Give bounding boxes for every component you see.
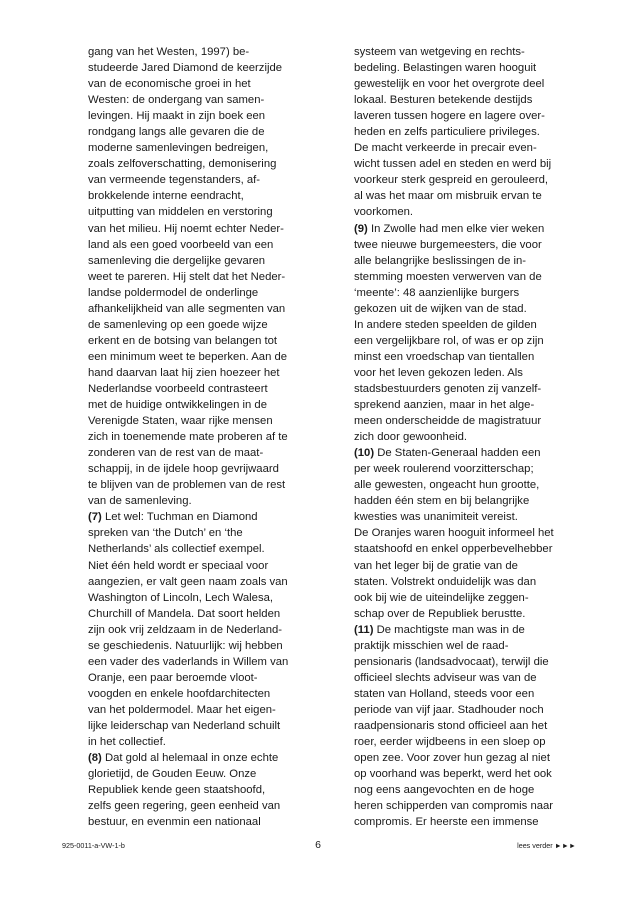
- text-line: [354, 188, 580, 204]
- text-line: [88, 477, 314, 493]
- line-text: wicht tussen adel en steden en werd bij: [354, 158, 552, 171]
- text-line: [88, 525, 314, 541]
- text-line: [354, 253, 580, 269]
- line-text: van de samenleving.: [88, 495, 192, 508]
- text-line: [88, 718, 314, 734]
- line-text: pensionaris (landsadvocaat), terwijl die: [354, 655, 549, 668]
- text-line: [354, 541, 580, 557]
- text-line: [354, 734, 580, 750]
- text-line: [88, 221, 314, 237]
- line-text: zelfs geen regering, geen eenheid van: [88, 800, 281, 813]
- text-line: [88, 670, 314, 686]
- line-text: zich in toenemende mate proberen af te: [88, 431, 288, 444]
- line-text: Republiek kende geen staatshoofd,: [88, 784, 266, 797]
- line-text: nog eens aangevochten en de hoge: [354, 784, 535, 797]
- line-text: staatshoofd en enkel opperbevelhebber: [354, 543, 553, 556]
- text-line: [354, 92, 580, 108]
- paragraph-number: (9): [354, 222, 368, 235]
- text-line: [88, 108, 314, 124]
- text-line: [88, 253, 314, 269]
- text-line: [88, 798, 314, 814]
- line-text: In Zwolle had men elke vier weken: [367, 222, 545, 235]
- text-line: [354, 718, 580, 734]
- line-text: zijn ook vrij zeldzaam in de Nederland-: [88, 623, 283, 636]
- line-text: alle gewesten, ongeacht hun grootte,: [354, 479, 540, 492]
- line-text: gekozen uit de wijken van de stad.: [354, 302, 527, 315]
- line-text: Westen: de ondergang van samen-: [88, 94, 265, 107]
- line-text: levingen. Hij maakt in zijn boek een: [88, 110, 266, 123]
- line-text: stadsbestuurders genoten zij vanzelf-: [354, 382, 542, 395]
- text-line: [354, 606, 580, 622]
- line-text: te blijven van de problemen van de rest: [88, 479, 286, 492]
- text-line: [88, 317, 314, 333]
- line-text: officieel slechts adviseur was van de: [354, 671, 537, 684]
- text-line: [88, 204, 314, 220]
- line-text: brokkelende interne eendracht,: [88, 190, 244, 203]
- line-text: bestuur, en evenmin een nationaal: [88, 816, 261, 829]
- line-text: met de huidige ontwikkelingen in de: [88, 399, 267, 412]
- line-text: praktijk misschien wel de raad-: [354, 639, 509, 652]
- line-text: stemming moesten verwerven van de: [354, 270, 542, 283]
- line-text: per week roulerend voorzitterschap;: [354, 463, 534, 476]
- text-line: [88, 156, 314, 172]
- text-line: [354, 590, 580, 606]
- line-text: afhankelijkheid van alle segmenten van: [88, 302, 286, 315]
- line-text: zich door gewoonheid.: [354, 431, 468, 444]
- line-text: Niet één held wordt er speciaal voor: [88, 559, 269, 572]
- text-line: [354, 333, 580, 349]
- right-text-column: [354, 44, 580, 830]
- line-text: meen onderscheidde de magistratuur: [354, 415, 542, 428]
- line-text: gewestelijk en voor het overgrote deel: [354, 78, 545, 91]
- line-text: twee nieuwe burgemeesters, die voor: [354, 238, 542, 251]
- text-line: [354, 766, 580, 782]
- line-text: glorietijd, de Gouden Eeuw. Onze: [88, 768, 257, 781]
- text-line: [88, 686, 314, 702]
- text-line: [354, 493, 580, 509]
- line-text: zoals zelfoverschatting, demonisering: [88, 158, 277, 171]
- line-text: lijke leiderschap van Nederland schuilt: [88, 719, 281, 732]
- text-line: [88, 541, 314, 557]
- text-line: [88, 558, 314, 574]
- text-line: [88, 638, 314, 654]
- text-line: [88, 172, 314, 188]
- text-line: [88, 590, 314, 606]
- text-line: [354, 156, 580, 172]
- line-text: aangezien, er valt geen naam zoals van: [88, 575, 288, 588]
- line-text: erkent en de botsing van belangen tot: [88, 334, 278, 347]
- line-text: De machtigste man was in de: [373, 623, 525, 636]
- text-line: [88, 285, 314, 301]
- line-text: periode van vijf jaar. Stadhouder noch: [354, 703, 544, 716]
- text-line: [354, 525, 580, 541]
- text-line: [354, 108, 580, 124]
- line-text: ‘meente’: 48 aanzienlijke burgers: [354, 286, 520, 299]
- line-text: laveren tussen hogere en lagere over-: [354, 110, 545, 123]
- continue-label: lees verder ►►►: [517, 841, 576, 850]
- paragraph-number: (11): [354, 623, 374, 636]
- text-line: [88, 44, 314, 60]
- text-line: [88, 188, 314, 204]
- line-text: voorkeur sterk gespreid en gerouleerd,: [354, 174, 549, 187]
- exam-code: 925-0011-a-VW-1-b: [62, 841, 125, 850]
- line-text: studeerde Jared Diamond de keerzijde: [88, 62, 283, 75]
- text-line: [88, 237, 314, 253]
- line-text: rondgang langs alle gevaren die de: [88, 126, 265, 139]
- line-text: Nederlandse voorbeeld contrasteert: [88, 382, 268, 395]
- line-text: schappij, in de ijdele hoop gevrijwaard: [88, 463, 279, 476]
- line-text: voorkomen.: [354, 206, 414, 219]
- line-text: een vader des vaderlands in Willem van: [88, 655, 289, 668]
- text-line: [88, 654, 314, 670]
- line-text: uitputting van middelen en verstoring: [88, 206, 273, 219]
- line-text: bedeling. Belastingen waren hooguit: [354, 62, 537, 75]
- left-text-column: [88, 44, 314, 830]
- text-line: [88, 814, 314, 830]
- paragraph-number: (10): [354, 447, 375, 460]
- text-line: [88, 445, 314, 461]
- line-text: al was het maar om misbruik ervan te: [354, 190, 542, 203]
- line-text: van het milieu. Hij noemt echter Neder-: [88, 222, 284, 235]
- text-line: [88, 381, 314, 397]
- text-line: [88, 622, 314, 638]
- text-line: [354, 301, 580, 317]
- line-text: alle belangrijke beslissingen de in-: [354, 254, 527, 267]
- text-line: [88, 429, 314, 445]
- paragraph-number: (7): [88, 511, 102, 524]
- text-line: [88, 140, 314, 156]
- page-number: 6: [315, 839, 321, 851]
- text-line: [88, 574, 314, 590]
- text-line: [88, 76, 314, 92]
- line-text: van het poldermodel. Maar het eigen-: [88, 703, 276, 716]
- text-line: [354, 477, 580, 493]
- line-text: compromis. Er heerste een immense: [354, 816, 539, 829]
- line-text: weet te pareren. Hij stelt dat het Neder-: [88, 270, 286, 283]
- text-line: [354, 670, 580, 686]
- text-line: [354, 686, 580, 702]
- text-line: [354, 654, 580, 670]
- line-text: roer, eerder wijdbeens in een sloep op: [354, 736, 546, 749]
- text-line: [354, 509, 580, 525]
- text-line: [354, 558, 580, 574]
- line-text: voor het leven gekozen leden. Als: [354, 366, 523, 379]
- text-line: [88, 734, 314, 750]
- text-line: [354, 638, 580, 654]
- text-line: [354, 76, 580, 92]
- line-text: voogden en enkele hoofdarchitecten: [88, 687, 271, 700]
- line-text: land als een goed voorbeeld van een: [88, 238, 274, 251]
- text-line: [354, 461, 580, 477]
- line-text: Netherlands’ als collectief exempel.: [88, 543, 265, 556]
- line-text: een vergelijkbare rol, of was er op zijn: [354, 334, 544, 347]
- line-text: lokaal. Besturen betekende destijds: [354, 94, 533, 107]
- text-line: [88, 766, 314, 782]
- text-line: [354, 237, 580, 253]
- line-text: staten van Holland, steeds voor een: [354, 687, 535, 700]
- text-line: [354, 397, 580, 413]
- line-text: Verenigde Staten, waar rijke mensen: [88, 415, 273, 428]
- text-line: [354, 60, 580, 76]
- line-text: zonderen van de rest van de maat-: [88, 447, 264, 460]
- text-line: [88, 301, 314, 317]
- line-text: se geschiedenis. Natuurlijk: wij hebben: [88, 639, 283, 652]
- text-line: [354, 622, 580, 638]
- text-line: [354, 814, 580, 830]
- line-text: spreken van ‘the Dutch’ en ‘the: [88, 527, 243, 540]
- text-line: [88, 413, 314, 429]
- line-text: Churchill of Mandela. Dat soort helden: [88, 607, 281, 620]
- text-line: [354, 44, 580, 60]
- line-text: Washington of Lincoln, Lech Walesa,: [88, 591, 274, 604]
- text-line: [88, 349, 314, 365]
- line-text: De macht verkeerde in precair even-: [354, 142, 537, 155]
- text-line: [354, 124, 580, 140]
- line-text: van vermeende tegenstanders, af-: [88, 174, 261, 187]
- line-text: sprekend aanzien, maar in het alge-: [354, 399, 535, 412]
- line-text: minst een vroedschap van tientallen: [354, 350, 535, 363]
- text-line: [354, 445, 580, 461]
- text-line: [88, 702, 314, 718]
- text-line: [354, 429, 580, 445]
- line-text: in het collectief.: [88, 736, 166, 749]
- line-text: raadpensionaris stond officieel aan het: [354, 719, 548, 732]
- line-text: samenleving die dergelijke gevaren: [88, 254, 266, 267]
- text-line: [354, 782, 580, 798]
- text-line: [354, 269, 580, 285]
- text-line: [354, 574, 580, 590]
- line-text: van de economische groei in het: [88, 78, 251, 91]
- text-line: [354, 285, 580, 301]
- line-text: een minimum weet te beperken. Aan de: [88, 350, 288, 363]
- line-text: landse poldermodel de onderlinge: [88, 286, 259, 299]
- line-text: gang van het Westen, 1997) be-: [88, 46, 250, 58]
- text-line: [354, 413, 580, 429]
- line-text: heren schipperden van compromis naar: [354, 800, 554, 813]
- text-line: [88, 365, 314, 381]
- line-text: ook bij wie de uiteindelijke zeggen-: [354, 591, 529, 604]
- text-line: [354, 750, 580, 766]
- line-text: De Oranjes waren hooguit informeel het: [354, 527, 554, 540]
- text-line: [354, 381, 580, 397]
- text-line: [88, 269, 314, 285]
- text-line: [354, 798, 580, 814]
- text-line: [88, 92, 314, 108]
- text-line: [354, 349, 580, 365]
- text-line: [354, 172, 580, 188]
- text-line: [88, 750, 314, 766]
- paragraph-number: (8): [88, 752, 102, 765]
- text-line: [88, 782, 314, 798]
- text-line: [88, 124, 314, 140]
- line-text: schap over de Republiek berustte.: [354, 607, 526, 620]
- text-line: [354, 204, 580, 220]
- text-line: [354, 221, 580, 237]
- line-text: heden en zelfs particuliere privileges.: [354, 126, 540, 139]
- text-line: [354, 317, 580, 333]
- line-text: Dat gold al helemaal in onze echte: [101, 752, 279, 765]
- text-line: [354, 702, 580, 718]
- line-text: hadden één stem en bij belangrijke: [354, 495, 530, 508]
- line-text: open zee. Voor zover hun gezag al niet: [354, 752, 550, 765]
- line-text: hand daarvan laat hij zien hoezeer het: [88, 366, 280, 379]
- line-text: moderne samenlevingen bedreigen,: [88, 142, 269, 155]
- line-text: staten. Volstrekt onduidelijk was dan: [354, 575, 537, 588]
- page-footer: [0, 839, 636, 853]
- text-line: [88, 397, 314, 413]
- line-text: kwesties was unanimiteit vereist.: [354, 511, 518, 524]
- line-text: systeem van wetgeving en rechts-: [354, 46, 525, 58]
- text-line: [88, 493, 314, 509]
- text-line: [354, 140, 580, 156]
- line-text: van het leger bij de gratie van de: [354, 559, 518, 572]
- line-text: De Staten-Generaal hadden een: [374, 447, 541, 460]
- line-text: Let wel: Tuchman en Diamond: [101, 511, 258, 524]
- text-line: [88, 606, 314, 622]
- text-line: [88, 509, 314, 525]
- line-text: de samenleving op een goede wijze: [88, 318, 268, 331]
- text-line: [354, 365, 580, 381]
- line-text: op voorhand was beperkt, werd het ook: [354, 768, 552, 781]
- text-line: [88, 461, 314, 477]
- line-text: Oranje, een paar beroemde vloot-: [88, 671, 258, 684]
- line-text: In andere steden speelden de gilden: [354, 318, 537, 331]
- text-line: [88, 60, 314, 76]
- text-line: [88, 333, 314, 349]
